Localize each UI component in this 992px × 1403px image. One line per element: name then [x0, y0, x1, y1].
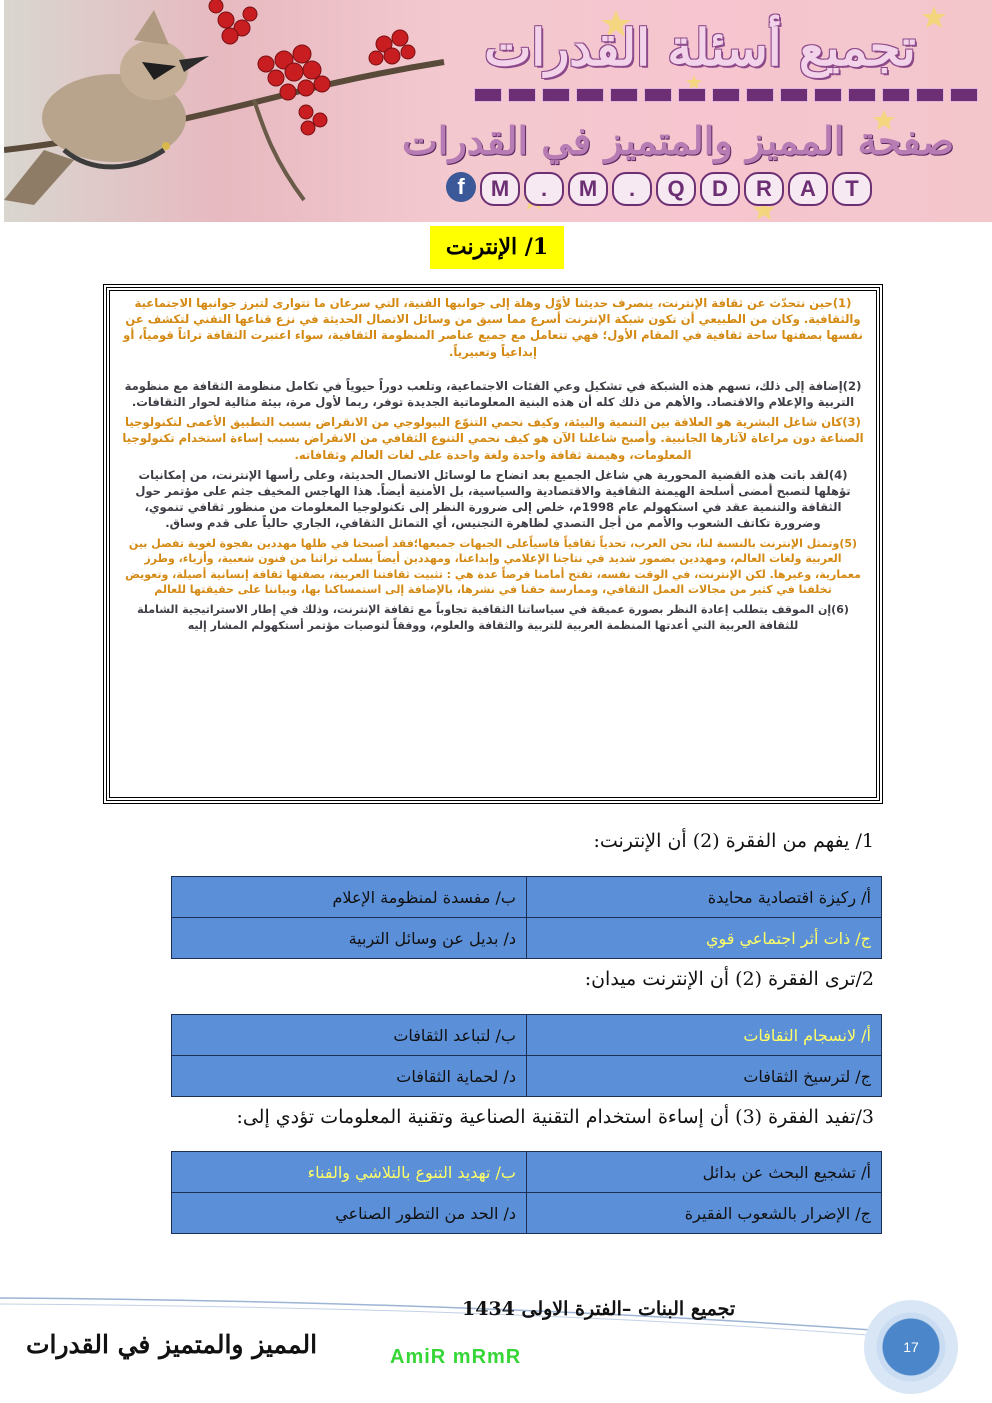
banner-title: تجميع أسئلة القدرات	[484, 18, 916, 77]
section-heading: 1/ الإنترنت	[430, 226, 564, 269]
option-d[interactable]: د/ لحماية الثقافات	[172, 1056, 527, 1097]
passage-paragraph-5: (5)وتمثل الإنترنت بالنسبة لنا، نحن العرب، تحدياً ثقافياً قاسياًعلى الجبهات جميعها؛فقد أصبحنا في ظلها مهددين بفجوة لغوية تفصل بين العربية ولغات العالم، ومهددين بضمور شديد في نتاجنا الإعلامي وإبداعنا، ومهددين أيضاً بسلب تراثنا من فنون شعبية، وأزياء، وطرز معمارية، وغيرها. لكن الإنترنت، في الوقت نفسه، تفتح أمامنا فرصاً عدة هي : تثبيت ثقافتنا العربية، بصفتها ثقافة إنسانية أصيلة، وتعويض تخلفنا في كثير من مجالات العمل الثقافي، وممارسة حقنا في نشرها، بالإضافة إلى استمساكنا بها، وبياننا على حقيقتها للعالم	[125, 536, 861, 597]
passage-paragraph-1: (1)حين نتحدّث عن ثقافة الإنترنت، ينصرف حديثنا لأوّل وهلة إلى جوانبها الفنية، التي سرعان ما تتوارى لتبرز جوانبها الاجتماعية والثقافية. وكان من الطبيعي أن تكون شبكة الإنترنت أسرع مما سبق من وسائل الاتصال الحديثة في نزع قناعها التقني لتكشف عن نفسها بصفتها ساحة ثقافية في المقام الأول؛ فهي تتعامل مع جميع عناصر المنظومة الثقافية، سواء اعتبرت الثقافة تراثاً قومياً، أو إبداعياً وتعبيرياً.	[123, 296, 863, 359]
passage-paragraph-2: (2)إضافة إلى ذلك، تسهم هذه الشبكة في تشكيل وعي الفئات الاجتماعية، وتلعب دوراً حيوياً في تكامل منظومة الثقافة مع منظومة التربية والإعلام والاقتصاد. والأهم من ذلك كله أن هذه البنية المعلوماتية الجديدة توفر، ربما لأول مرة، بيئة مثالية لحوار الثقافات.	[124, 378, 862, 410]
option-a[interactable]: أ/ تشجيع البحث عن بدائل	[527, 1152, 882, 1193]
banner-subtitle: صفحة المميز والمتميز في القدرات	[402, 118, 954, 163]
footer-credit: تجميع البنات –الفترة الاولى 1434	[462, 1298, 736, 1320]
option-b-correct[interactable]: ب/ تهديد التنوع بالتلاشي والفناء	[172, 1152, 527, 1193]
reading-passage	[106, 287, 880, 801]
question-3-text: 3/تفيد الفقرة (3) أن إساءة استخدام التقنية الصناعية وتقنية المعلومات تؤدي إلى:	[236, 1106, 874, 1128]
footer-signature: AmiR mRmR	[390, 1346, 522, 1368]
option-b[interactable]: ب/ لتباعد الثقافات	[172, 1015, 527, 1056]
handle-char: A	[788, 172, 828, 206]
page-number-badge	[864, 1300, 958, 1394]
page-number: 17	[903, 1339, 919, 1355]
option-c[interactable]: ج/ لترسيخ الثقافات	[527, 1056, 882, 1097]
question-2-text: 2/ترى الفقرة (2) أن الإنترنت ميدان:	[584, 968, 874, 990]
handle-char: M	[480, 172, 520, 206]
header-banner	[4, 0, 992, 222]
handle-char: .	[524, 172, 564, 206]
handle-char: T	[832, 172, 872, 206]
question-1-options	[171, 876, 882, 959]
passage-paragraph-6: (6)إن الموقف يتطلب إعادة النظر بصورة عميقة في سياساتنا الثقافية تجاوباً مع ثقافة الإنترنت، وذلك في إطار الاستراتيجية الشاملة للثقافة العربية التي أعدتها المنظمة العربية للتربية والثقافة والعلوم، ووفقاً لتوصيات مؤتمر أستكهولم المشار إليه	[137, 603, 849, 632]
option-b[interactable]: ب/ مفسدة لمنظومة الإعلام	[172, 877, 527, 918]
option-d[interactable]: د/ الحد من التطور الصناعي	[172, 1193, 527, 1234]
facebook-icon: f	[446, 172, 476, 202]
option-a-correct[interactable]: أ/ لانسجام الثقافات	[527, 1015, 882, 1056]
question-1-text: 1/ يفهم من الفقرة (2) أن الإنترنت:	[593, 830, 874, 852]
handle-char: Q	[656, 172, 696, 206]
passage-paragraph-3: (3)كان شاغل البشرية هو العلاقة بين التنمية والبيئة، وكيف نحمي التنوّع البيولوجي من الانقراض بسبب التطبيق الأعمى لتكنولوجيا الصناعة دون مراعاة لآثارها الجانبية. وأصبح شاغلنا الآن هو كيف نحمي التنوع الثقافي من الانقراض بسبب إساءة استخدام تكنولوجيا المعلومات، وهيمنة ثقافة واحدة ولغة واحدة على لغات العالم وثقافاته.	[122, 415, 864, 462]
handle-char: M	[568, 172, 608, 206]
passage-paragraph-4: (4)لقد باتت هذه القضية المحورية هي شاغل الجميع بعد اتضاح ما لوسائل الاتصال الحديثة، وعلى رأسها الإنترنت، من إمكانيات تؤهلها لتصبح أمضى أسلحة الهيمنة الثقافية والاقتصادية والسياسية، بل الأمنية أيضاً. هذا الهاجس المخيف جثم على مؤتمر حول الثقافة والتنمية عقد في استكهولم عام 1998م، خلص إلى ضرورة النظر إلى تكنولوجيا المعلومات من منظور ثقافي تنموي، وضرورة تكاتف الشعوب والأمم من أجل التصدي لظاهرة التجنيس، أي التماثل الثقافي، الجاري حالياً على قدم وساق.	[135, 467, 851, 531]
facebook-handle	[446, 172, 872, 206]
option-d[interactable]: د/ بديل عن وسائل التربية	[172, 918, 527, 959]
footer-brand: المميز والمتميز في القدرات	[26, 1330, 318, 1359]
banner-decorative-strip	[458, 88, 978, 102]
question-2-options	[171, 1014, 882, 1097]
question-3-options	[171, 1151, 882, 1234]
option-c[interactable]: ج/ الإضرار بالشعوب الفقيرة	[527, 1193, 882, 1234]
option-c-correct[interactable]: ج/ ذات أثر اجتماعي قوي	[527, 918, 882, 959]
handle-char: .	[612, 172, 652, 206]
handle-char: R	[744, 172, 784, 206]
option-a[interactable]: أ/ ركيزة اقتصادية محايدة	[527, 877, 882, 918]
handle-char: D	[700, 172, 740, 206]
